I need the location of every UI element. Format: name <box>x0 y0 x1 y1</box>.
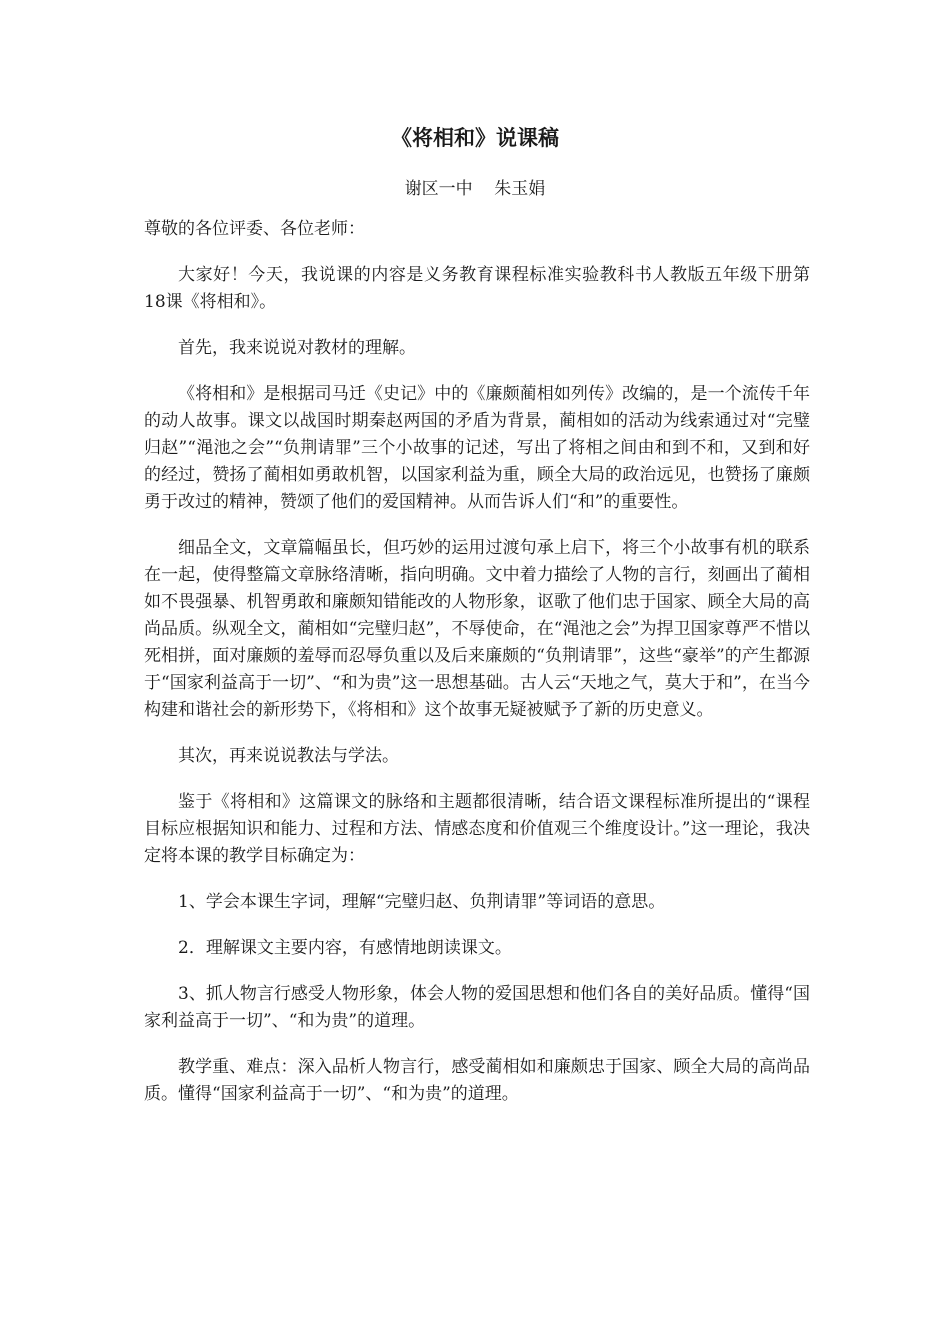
document-body <box>144 216 810 1127</box>
objective-item-3: 3、抓人物言行感受人物形象，体会人物的爱国思想和他们各自的美好品质。懂得“国家利益高于一切”、“和为贵”的道理。 <box>144 984 810 1031</box>
objective-item-2: 2．理解课文主要内容，有感情地朗读课文。 <box>178 938 512 958</box>
salutation-paragraph: 尊敬的各位评委、各位老师： <box>144 219 365 239</box>
intro-paragraph: 大家好！今天，我说课的内容是义务教育课程标准实验教科书人教版五年级下册第18课《将相和》。 <box>144 265 810 312</box>
key-difficulties-paragraph: 教学重、难点：深入品析人物言行，感受蔺相如和廉颇忠于国家、顾全大局的高尚品质。懂得“国家利益高于一切”、“和为贵”的道理。 <box>144 1057 810 1104</box>
textbook-summary-paragraph: 《将相和》是根据司马迁《史记》中的《廉颇蔺相如列传》改编的，是一个流传千年的动人故事。课文以战国时期秦赵两国的矛盾为背景，蔺相如的活动为线索通过对“完璧归赵”“渑池之会”“负荆请罪”三个小故事的记述，写出了将相之间由和到不和，又到和好的经过，赞扬了蔺相如勇敢机智，以国家利益为重，顾全大局的政治远见，也赞扬了廉颇勇于改过的精神，赞颂了他们的爱国精神。从而告诉人们“和”的重要性。 <box>144 384 810 512</box>
objective-item-1: 1、学会本课生字词，理解“完璧归赵、负荆请罪”等词语的意思。 <box>178 892 666 912</box>
document-author: 谢区一中 朱玉娟 <box>404 179 546 199</box>
section-heading-methods: 其次，再来说说教法与学法。 <box>178 746 399 766</box>
section-heading-textbook: 首先，我来说说对教材的理解。 <box>178 338 416 358</box>
document-title: 《将相和》说课稿 <box>391 125 559 150</box>
text-analysis-paragraph: 细品全文，文章篇幅虽长，但巧妙的运用过渡句承上启下，将三个小故事有机的联系在一起，使得整篇文章脉络清晰，指向明确。文中着力描绘了人物的言行，刻画出了蔺相如不畏强暴、机智勇敢和廉颇知错能改的人物形象，讴歌了他们忠于国家、顾全大局的高尚品质。纵观全文，蔺相如“完璧归赵”，不辱使命，在“渑池之会”为捍卫国家尊严不惜以死相拼，面对廉颇的羞辱而忍辱负重以及后来廉颇的“负荆请罪”，这些“豪举”的产生都源于“国家利益高于一切”、“和为贵”这一思想基础。古人云“天地之气，莫大于和”，在当今构建和谐社会的新形势下，《将相和》这个故事无疑被赋予了新的历史意义。 <box>144 538 810 720</box>
objectives-intro-paragraph: 鉴于《将相和》这篇课文的脉络和主题都很清晰，结合语文课程标准所提出的“课程目标应根据知识和能力、过程和方法、情感态度和价值观三个维度设计。”这一理论，我决定将本课的教学目标确定为： <box>144 792 810 866</box>
